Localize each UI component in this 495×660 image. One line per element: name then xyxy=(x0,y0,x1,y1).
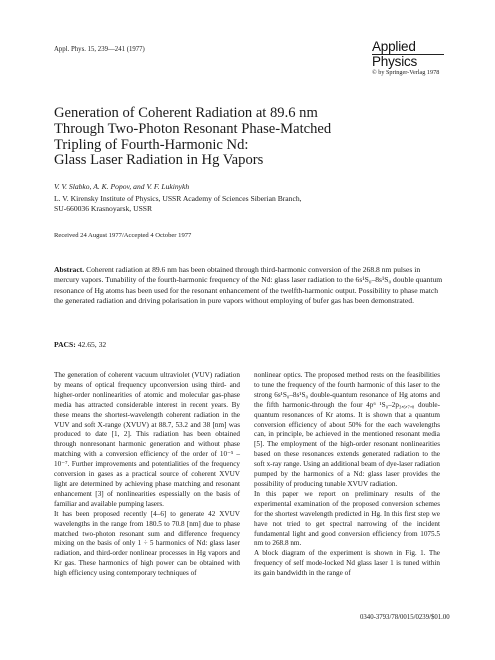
title-line: Through Two-Photon Resonant Phase-Matched xyxy=(54,120,332,137)
abstract-text: Coherent radiation at 89.6 nm has been obtained through third-harmonic conversion of the 268.8 nm pulses in mercury vapors. Tunability of the fourth-harmonic frequency of the Nd: glass laser radiation to the 6s¹S₀–8s¹S₀ double quantum resonance of Hg atoms has been used for the resonant enhancement of the twelfth-harmonic output. Possibility to phase match the generated radiation and driving polarisation in pure vapors without employing of bufer gas has been demonstrated. xyxy=(54,265,443,306)
affiliation xyxy=(54,194,302,214)
article-title xyxy=(54,106,434,169)
article-code: 0340-3793/78/0015/0239/$01.00 xyxy=(360,614,450,621)
body-paragraph: The generation of coherent vacuum ultraviolet (VUV) radiation by means of optical frequency upconversion using third- and higher-order nonlinearities of atomic and molecular gas-phase media has attracted considerable interest in recent years. By these means the shortest-wavelength coherent radiation in the VUV and soft X-range (XVUV) at 88.7, 53.2 and 38 [nm] was produced to date [1, 2]. This radiation has been obtained through nonresonant harmonic generation and without phase matching with a conversion efficiency of the order of 10⁻⁵ – 10⁻⁷. Further improvements and potentialities of the frequency conversion in gases as a practical source of coherent XVUV light are determined by achieving phase matching and resonant enhancement [3] of nonlinearities espessially on the basis of familiar and available pumping lasers. xyxy=(54,371,240,508)
affiliation-line: SU-660036 Krasnoyarsk, USSR xyxy=(54,204,153,213)
body-paragraph: It has been proposed recently [4–6] to generate 42 XVUV wavelengths in the range from 180.5 to 70.8 [nm] due to phase matched two-photon resonant sum and difference frequency mixing on the basis of only 1 ÷ 5 harmonics of Nd: glass laser radiation, and third-order nonlinear processes in Hg vapors and Kr gas. These harmonics of high power can be obtained with high efficiency using contemporary techniques of xyxy=(54,509,240,578)
body-column-right xyxy=(254,371,440,579)
title-line: Glass Laser Radiation in Hg Vapors xyxy=(54,152,264,169)
journal-logo xyxy=(372,41,452,76)
title-line: Tripling of Fourth-Harmonic Nd: xyxy=(54,136,249,153)
received-date: Received 24 August 1977/Accepted 4 October 1977 xyxy=(54,232,192,239)
abstract xyxy=(54,265,444,307)
title-line: Generation of Coherent Radiation at 89.6 nm xyxy=(54,105,318,121)
abstract-label: Abstract. xyxy=(54,265,85,274)
pacs-value: 42.65, 32 xyxy=(77,340,107,349)
publisher-copyright: © by Springer-Verlag 1978 xyxy=(372,69,440,76)
journal-logo-line-1: Applied xyxy=(372,39,416,54)
body-column-left xyxy=(54,371,240,579)
author-list: V. V. Slabko, A. K. Popov, and V. F. Lukinykh xyxy=(54,182,190,191)
journal-citation: Appl. Phys. 15, 239—241 (1977) xyxy=(54,46,145,53)
pacs-label: PACS: xyxy=(54,340,76,349)
journal-logo-line-2: Physics xyxy=(372,54,418,69)
affiliation-line: L. V. Kirensky Institute of Physics, USSR Academy of Sciences Siberian Branch, xyxy=(54,194,302,203)
body-paragraph: In this paper we report on preliminary results of the experimental examination of the proposed conversion schemes for the shortest wavelength predicted in Hg. In this first step we have not tried to get spectral narrowing of the incident fundamental light and good conversion efficiency from 1075.5 nm to 268.8 nm. xyxy=(254,489,440,548)
pacs-codes xyxy=(54,340,106,349)
body-paragraph: A block diagram of the experiment is shown in Fig. 1. The frequency of self mode-locked Nd glass laser 1 is tuned within its gain bandwidth in the range of xyxy=(254,549,440,578)
body-paragraph: nonlinear optics. The proposed method rests on the feasibilities to tune the frequency of the fourth harmonic of this laser to the strong 6s¹S₀–8s¹S₀ double-quantum resonance of Hg atoms and the fifth harmonic-through the four 4p⁶ ¹S₀–2p₃,₆,₇,₈ double-quantum resonances of Kr atoms. It is shown that a quantum conversion efficiency of about 50% for the each wavelengths can, in principle, be achieved in the mentioned resonant media [5]. The employment of the high-order resonant nonlinearities based on these resonances extends generated radiation to the soft x-ray range. Using an additional beam of dye-laser radiation pumped by the harmonics of a Nd: glass laser provides the possibility of producing tunable XVUV radiation. xyxy=(254,371,441,488)
